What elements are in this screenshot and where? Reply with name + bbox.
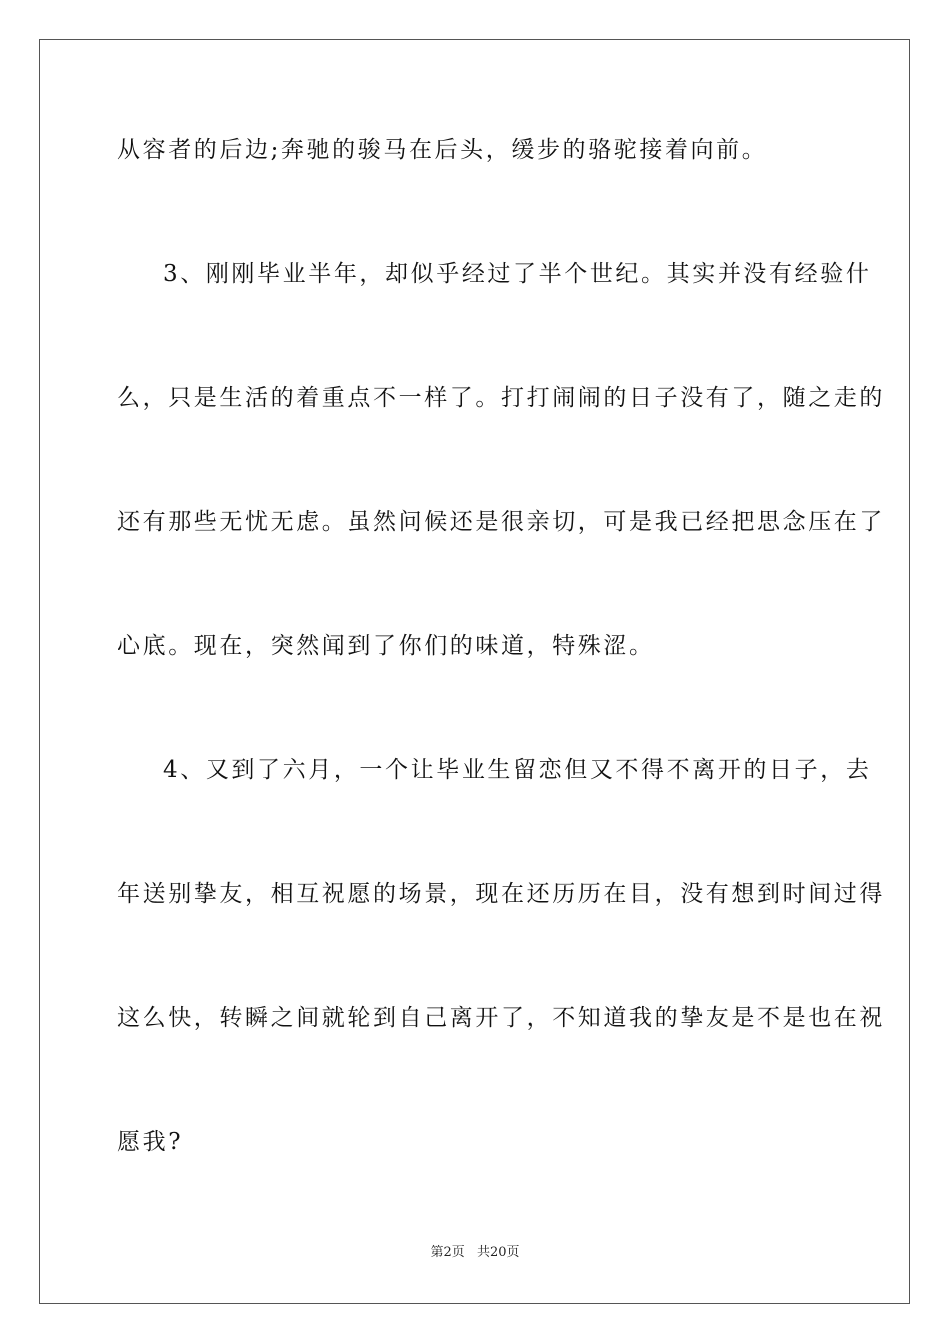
text-line: 心底。现在，突然闻到了你们的味道，特殊涩。: [117, 633, 655, 659]
text-line: 愿我?: [117, 1129, 184, 1155]
text-line: 从容者的后边;奔驰的骏马在后头，缓步的骆驼接着向前。: [117, 137, 768, 163]
text-line: 这么快，转瞬之间就轮到自己离开了，不知道我的挚友是不是也在祝: [117, 1005, 885, 1031]
page-total: 共20页: [476, 1245, 520, 1260]
text-line: 还有那些无忧无虑。虽然问候还是很亲切，可是我已经把思念压在了: [117, 509, 885, 535]
paragraph-first-line: 3、刚刚毕业半年，却似乎经过了半个世纪。其实并没有经验什: [163, 261, 872, 287]
paragraph-first-line: 4、又到了六月，一个让毕业生留恋但又不得不离开的日子，去: [163, 757, 872, 783]
page-frame: [39, 39, 910, 1304]
text-line: 么，只是生活的着重点不一样了。打打闹闹的日子没有了，随之走的: [117, 385, 885, 411]
page-number: 第2页: [430, 1245, 465, 1260]
page-footer: [0, 1245, 950, 1261]
text-line: 年送别挚友，相互祝愿的场景，现在还历历在目，没有想到时间过得: [117, 881, 885, 907]
